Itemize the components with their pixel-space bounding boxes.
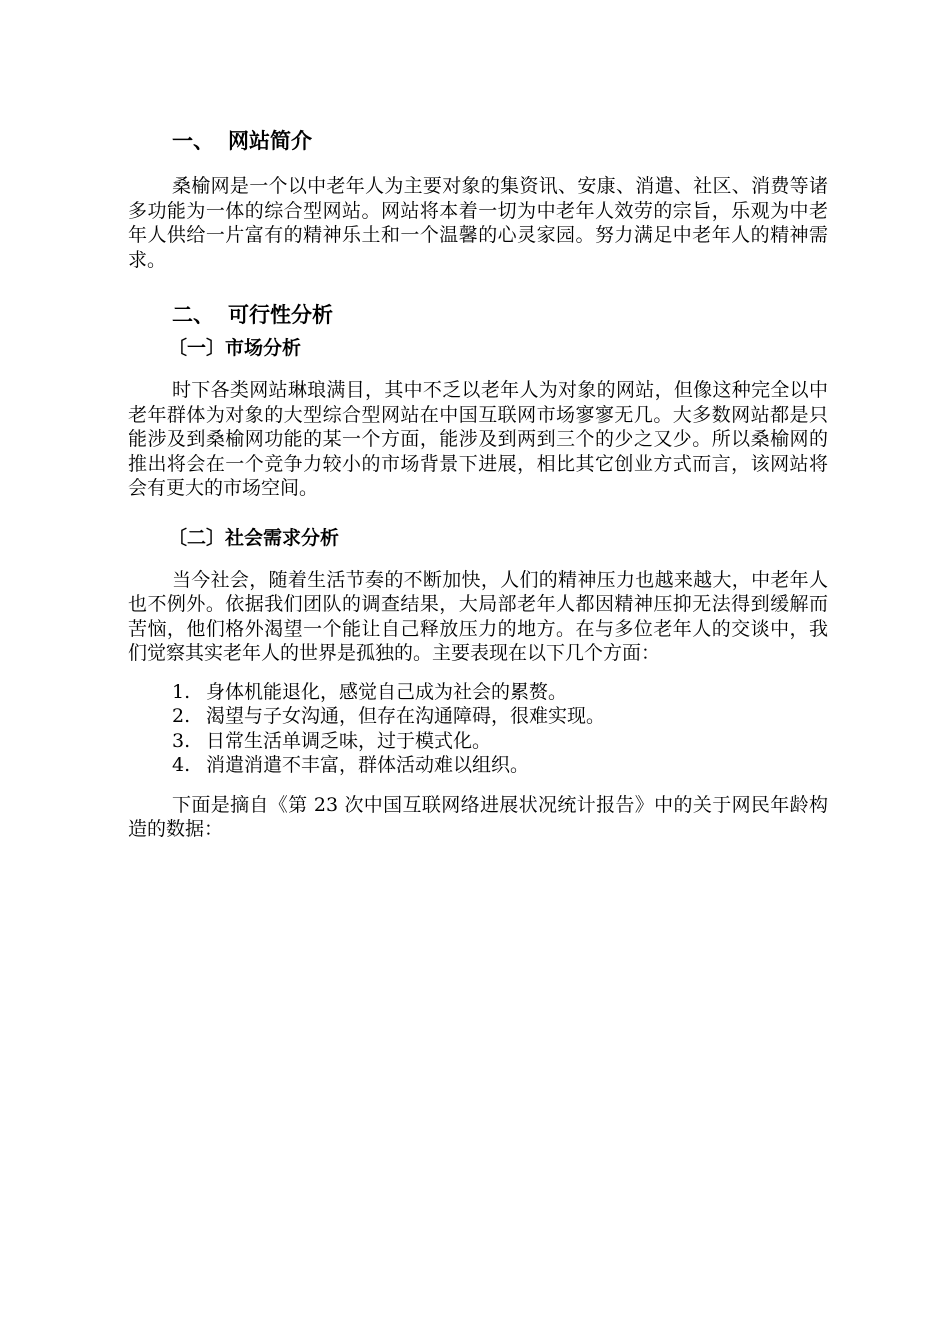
market-paragraph: 时下各类网站琳琅满目，其中不乏以老年人为对象的网站，但像这种完全以中老年群体为对象的大型综合型网站在中国互联网市场寥寥无几。大多数网站都是只能涉及到桑榆网功能的某一个方面，能涉及到两到三个的少之又少。所以桑榆网的推出将会在一个竞争力较小的市场背景下进展，相比其它创业方式而言，该网站将会有更大的市场空间。 [128, 379, 828, 499]
list-item [172, 680, 828, 705]
closing-paragraph: 下面是摘自《第 23 次中国互联网络进展状况统计报告》中的关于网民年龄构造的数据： [128, 793, 828, 840]
subheading-market-analysis: 〔一〕市场分析 [168, 337, 302, 359]
section-number: 一、 [172, 129, 214, 153]
social-demand-paragraph: 当今社会，随着生活节奏的不断加快，人们的精神压力也越来越大，中老年人也不例外。依据我们团队的调查结果，大局部老年人都因精神压抑无法得到缓解而苦恼，他们格外渴望一个能让自己释放压力的地方。在与多位老年人的交谈中，我们觉察其实老年人的世界是孤独的。主要表现在以下几个方面： [128, 568, 828, 664]
section-title: 可行性分析 [228, 303, 333, 327]
list-item-text: 消遣消遣不丰富，群体活动难以组织。 [206, 754, 530, 776]
list-item [172, 729, 828, 754]
document-page [128, 126, 828, 842]
list-item-number: 1. [172, 680, 191, 703]
section-title: 网站简介 [228, 129, 312, 153]
section-heading-intro [128, 126, 828, 156]
subheading-social-demand: 〔二〕社会需求分析 [168, 526, 340, 549]
list-item [172, 704, 828, 729]
list-item-number: 3. [172, 729, 191, 752]
section-number: 二、 [172, 303, 214, 327]
list-item [172, 753, 828, 778]
list-item-number: 4. [172, 754, 191, 776]
section-heading-feasibility [128, 300, 828, 330]
list-item-text: 身体机能退化，感觉自己成为社会的累赘。 [206, 680, 568, 703]
list-item-number: 2. [172, 705, 191, 727]
list-item-text: 渴望与子女沟通，但存在沟通障碍，很难实现。 [206, 705, 606, 727]
list-item-text: 日常生活单调乏味，过于模式化。 [206, 729, 492, 752]
intro-paragraph: 桑榆网是一个以中老年人为主要对象的集资讯、安康、消遣、社区、消费等诸多功能为一体的综合型网站。网站将本着一切为中老年人效劳的宗旨，乐观为中老年人供给一片富有的精神乐土和一个温馨的心灵家园。努力满足中老年人的精神需求。 [128, 175, 828, 271]
loneliness-list [128, 680, 828, 778]
